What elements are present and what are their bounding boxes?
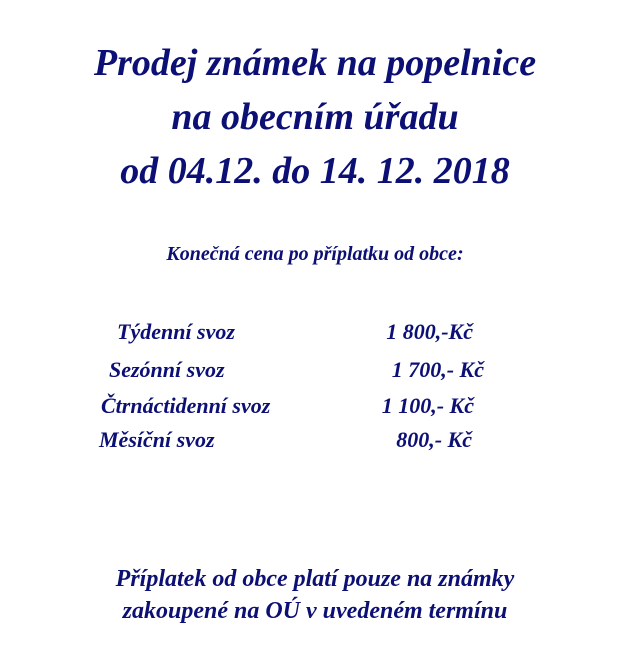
notice-footer — [0, 563, 630, 627]
price-row-seasonal — [109, 356, 484, 384]
price-name: Čtrnáctidenní svoz — [101, 393, 271, 418]
title-line-2: na obecním úřadu — [171, 96, 459, 138]
price-name: Sezónní svoz — [109, 357, 225, 382]
price-row-weekly — [117, 318, 473, 346]
title-line-1: Prodej známek na popelnice — [93, 42, 537, 84]
price-row-biweekly — [101, 392, 474, 420]
footer-line-1: Příplatek od obce platí pouze na známky — [115, 566, 515, 592]
price-name: Měsíční svoz — [99, 427, 215, 452]
footer-line-2: zakoupené na OÚ v uvedeném termínu — [122, 598, 508, 624]
price-value: 1 800,-Kč — [386, 319, 473, 344]
price-name: Týdenní svoz — [117, 319, 235, 344]
price-subtitle: Konečná cena po příplatku od obce: — [166, 243, 464, 265]
price-value: 1 100,- Kč — [381, 393, 474, 418]
price-row-monthly — [99, 426, 472, 454]
price-value: 800,- Kč — [396, 427, 472, 452]
title-line-3: od 04.12. do 14. 12. 2018 — [120, 150, 510, 192]
price-value: 1 700,- Kč — [391, 357, 484, 382]
notice-title — [0, 36, 630, 198]
